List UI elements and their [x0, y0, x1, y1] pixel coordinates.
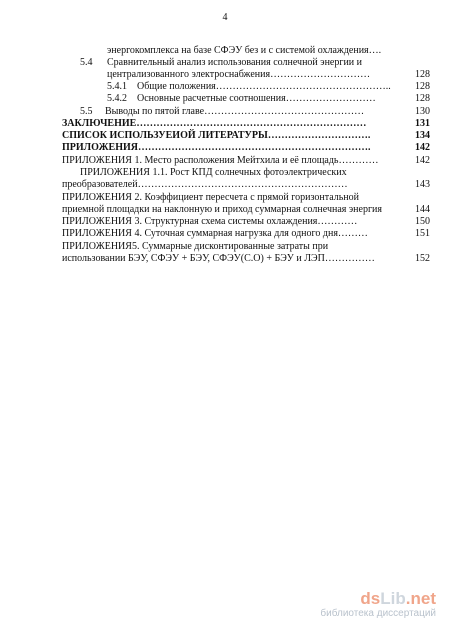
toc-line: централизованного электроснабжения………………………… [107, 69, 371, 80]
toc-section-number: 5.4.1 [107, 81, 127, 92]
toc-line: СПИСОК ИСПОЛЬЗУЕИОЙ ЛИТЕРАТУРЫ…………………………. [62, 130, 371, 141]
toc-page-number: 131 [415, 118, 430, 129]
toc-page-number: 128 [415, 93, 430, 104]
toc-line: преобразователей……………………………………………………… [62, 179, 348, 190]
toc-section-number: 5.5 [80, 106, 93, 117]
toc-page-number: 142 [415, 142, 430, 153]
toc-page-number: 134 [415, 130, 430, 141]
toc-line: ЗАКЛЮЧЕНИЕ…………………………………………………………… [62, 118, 367, 129]
toc-line: Сравнительный анализ использования солнечной энергии и [107, 57, 363, 68]
toc-line: ПРИЛОЖЕНИЯ 3. Структурная схема системы охлаждения………… [62, 216, 358, 227]
toc-line: ПРИЛОЖЕНИЯ5. Суммарные дисконтированные затраты при [62, 241, 329, 252]
toc-line: Общие положения…………………………………………….. [137, 81, 391, 92]
watermark-subtitle: библиотека диссертаций [320, 608, 436, 619]
toc-page-number: 130 [415, 106, 430, 117]
toc-line: энергокомплекса на базе СФЭУ без и с системой охлаждения…. [107, 45, 382, 56]
watermark [320, 590, 436, 620]
toc-page-number: 143 [415, 179, 430, 190]
toc-page-number: 144 [415, 204, 430, 215]
toc-section-number: 5.4 [80, 57, 93, 68]
toc-line: использовании БЭУ, СФЭУ + БЭУ, СФЭУ(С.О) + БЭУ и ЛЭП…………… [62, 253, 375, 264]
toc-page-number: 128 [415, 69, 430, 80]
page-number: 4 [222, 12, 228, 23]
toc-line: приемной площадки на наклонную и приход суммарная солнечная энергия [62, 204, 383, 215]
toc-line: Выводы по пятой главе………………………………………… [105, 106, 365, 117]
toc-line: ПРИЛОЖЕНИЯ 1. Место расположения Мейтхила и её площадь………… [62, 155, 379, 166]
toc-line: ПРИЛОЖЕНИЯ……………………………………………………………. [62, 142, 371, 153]
toc-page-number: 128 [415, 81, 430, 92]
toc-section-number: 5.4.2 [107, 93, 127, 104]
logo-lib: Lib [380, 589, 406, 608]
toc-page-number: 151 [415, 228, 430, 239]
toc-page-number: 142 [415, 155, 430, 166]
toc-line: ПРИЛОЖЕНИЯ 2. Коэффициент пересчета с прямой горизонтальной [62, 192, 359, 203]
toc-page-number: 152 [415, 253, 430, 264]
logo-net: .net [405, 589, 436, 608]
toc-line: ПРИЛОЖЕНИЯ 1.1. Рост КПД солнечных фотоэлектрических [80, 167, 347, 178]
dslib-logo [320, 590, 436, 608]
toc-page-number: 150 [415, 216, 430, 227]
toc-line: Основные расчетные соотношения……………………… [137, 93, 376, 104]
toc-line: ПРИЛОЖЕНИЯ 4. Суточная суммарная нагрузка для одного дня……… [62, 228, 368, 239]
logo-ds: ds [360, 589, 381, 608]
